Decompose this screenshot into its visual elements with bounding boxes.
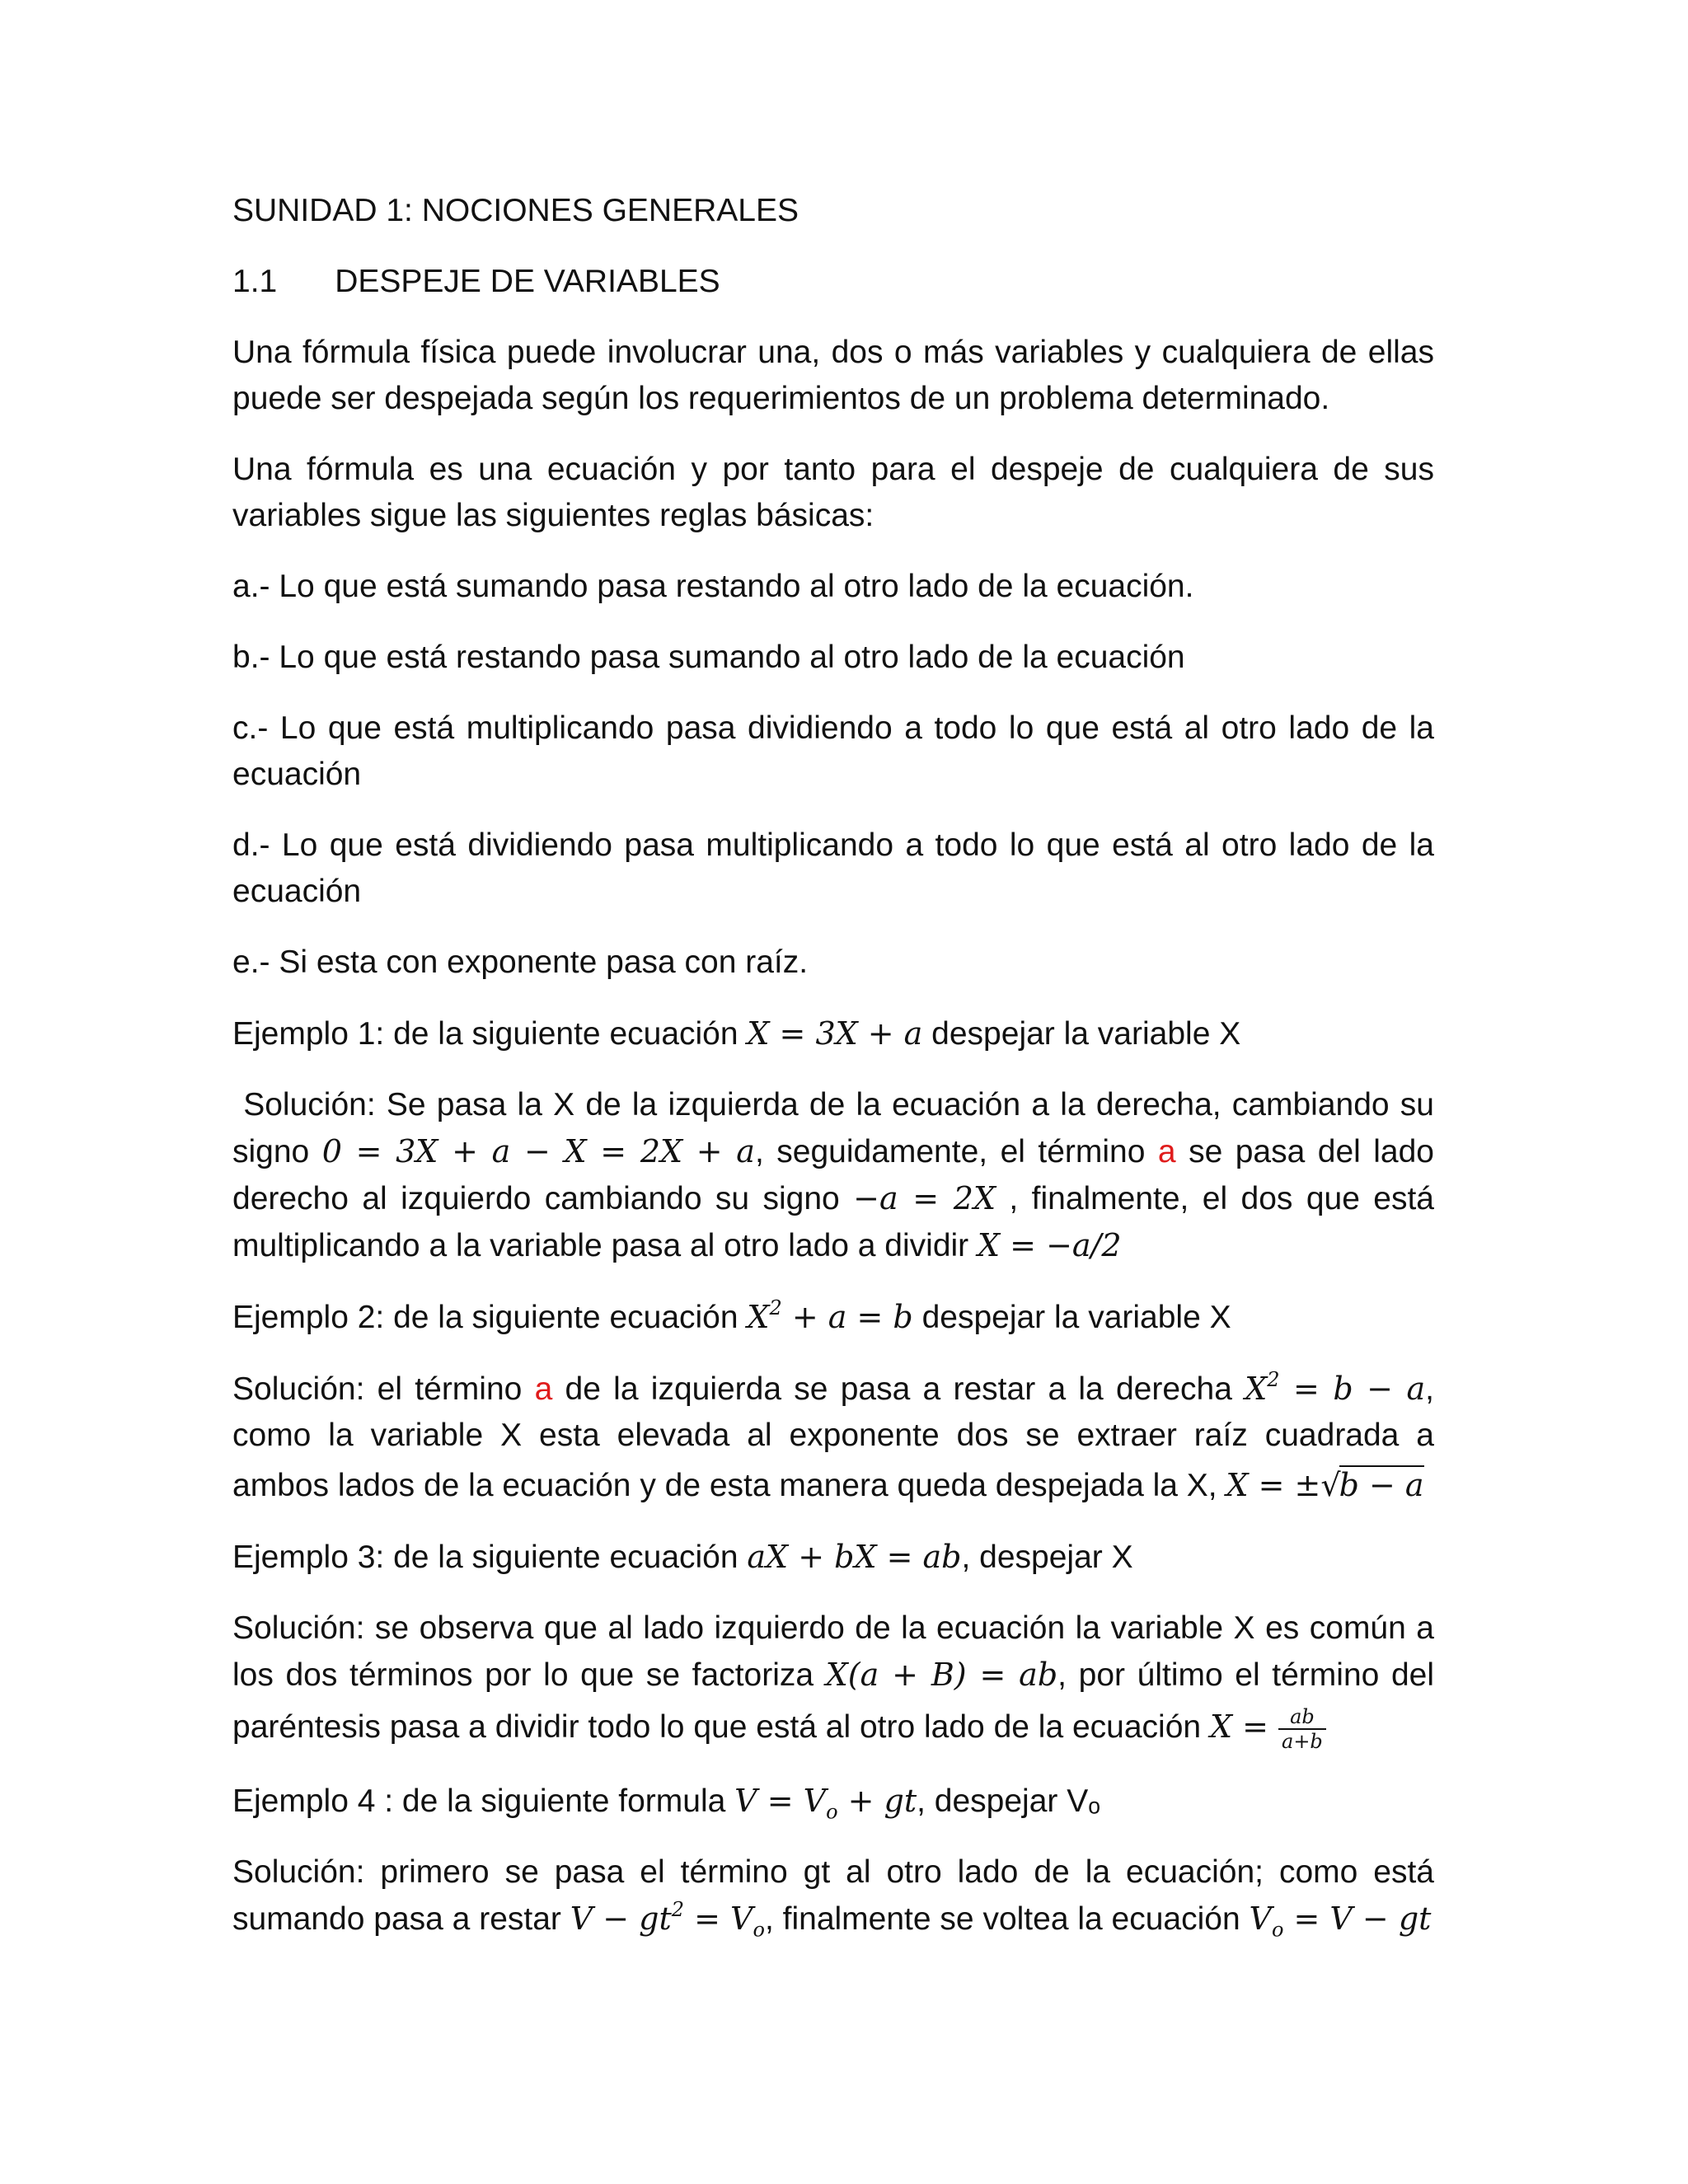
example-3-equation: aX + bX = ab (747, 1539, 962, 1575)
example-3-solution: Solución: se observa que al lado izquierdo de la ecuación la variable X es común a los dos términos por lo que se factoriza X(a + B) = ab, por último el término del paréntesis pasa a dividir todo lo que está al otro lado de la ecuación X = $\frac{ab}{a+b}$ (232, 1610, 1435, 1753)
intro-paragraph-2: Una fórmula es una ecuación y por tanto para el despeje de cualquiera de sus variables sigue las siguientes reglas básicas: (232, 452, 1434, 533)
example-2-title: Ejemplo 2: de la siguiente ecuación $X^2 + a = b$ despejar la variable X (232, 1296, 1231, 1335)
rule-c: c.- Lo que está multiplicando pasa dividiendo a todo lo que está al otro lado de la ecuación (232, 710, 1434, 792)
example-4-title: Ejemplo 4 : de la siguiente formula $V = V_o$ + gt, despejar Vₒ (232, 1782, 1100, 1824)
rule-d: d.- Lo que está dividiendo pasa multiplicando a todo lo que está al otro lado de la ecuación (232, 827, 1434, 909)
example-4-solution: Solución: primero se pasa el término gt al otro lado de la ecuación; como está sumando pasa a restar $V - gt^2 = V_o$, finalmente se voltea la ecuación $V_o = V$ − gt (232, 1854, 1434, 1942)
example-1-equation: X = 3X + a (747, 1015, 923, 1052)
rule-b: b.- Lo que está restando pasa sumando al otro lado de la ecuación (232, 640, 1185, 675)
intro-paragraph-1: Una fórmula física puede involucrar una, dos o más variables y cualquiera de ellas puede ser despejada según los requerimientos de un problema determinado. (232, 335, 1434, 416)
highlighted-term-a: a (534, 1371, 553, 1407)
rule-a: a.- Lo que está sumando pasa restando al otro lado de la ecuación. (232, 569, 1194, 604)
square-root-radicand: b − a (1339, 1467, 1424, 1503)
document-body (232, 188, 1434, 1943)
fraction: $\frac{ab}{a+b}$ (1278, 1705, 1326, 1753)
example-2-equation: $X^2 + a = b$ (747, 1296, 913, 1335)
example-1-title: Ejemplo 1: de la siguiente ecuación X = 3X + a despejar la variable X (232, 1015, 1241, 1052)
highlighted-term-a: a (1157, 1134, 1176, 1169)
section-heading (232, 259, 1434, 305)
section-number: 1.1 (232, 264, 278, 299)
example-2-solution: Solución: el término a de la izquierda se pasa a restar a la derecha $X^2 = b - a$, como la variable X esta elevada al exponente dos se extraer raíz cuadrada a ambos lados de la ecuación y de esta manera queda despejada la X, X = ±√b − a (232, 1368, 1435, 1503)
example-1-solution: Solución: Se pasa la X de la izquierda de la ecuación a la derecha, cambiando su signo 0 = 3X + a − X = 2X + a, seguidamente, el término a se pasa del lado derecho al izquierdo cambiando su signo −a = 2X , finalmente, el dos que está multiplicando a la variable pasa al otro lado a dividir X = −a/2 (232, 1087, 1434, 1263)
example-4-equation: $V = V_o$ + gt (734, 1782, 917, 1824)
example-3-title: Ejemplo 3: de la siguiente ecuación aX + bX = ab, despejar X (232, 1539, 1133, 1575)
rule-e: e.- Si esta con exponente pasa con raíz. (232, 944, 809, 980)
unit-heading: SUNIDAD 1: NOCIONES GENERALES (232, 193, 799, 228)
section-title: DESPEJE DE VARIABLES (335, 264, 720, 299)
square-root-sign: √ (1320, 1467, 1341, 1503)
